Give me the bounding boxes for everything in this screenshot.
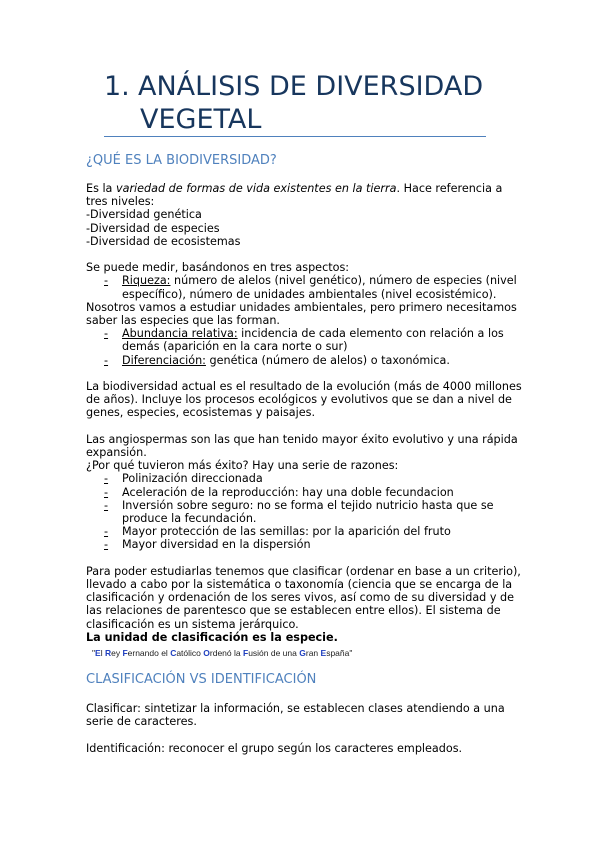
section-heading-biodiversidad: ¿QUÉ ES LA BIODIVERSIDAD? [86,153,277,168]
paragraph-unidad: La unidad de clasificación es la especie. [86,630,338,644]
definition-emphasis: variedad de formas de vida existentes en la tierra [115,182,397,195]
mnemonic-word: Gran [299,648,321,658]
razon-item: - Mayor protección de las semillas: por la aparición del fruto [104,525,451,539]
page-title [104,70,483,136]
razon-item: - Inversión sobre seguro: no se forma el tejido nutricio hasta que se produce la fecundación. [104,498,494,526]
section-heading-clasificacion: CLASIFICACIÓN VS IDENTIFICACIÓN [86,672,317,687]
aspect-abundancia: - Abundancia relativa: incidencia de cada elemento con relación a los demás (aparición en la cara norte o sur) [104,327,504,354]
paragraph-identificacion-def: Identificación: reconocer el grupo según los caracteres empleados. [86,741,463,755]
aspect-riqueza: - Riqueza: número de alelos (nivel genético), número de especies (nivel específico), número de unidades ambientales (nivel ecosistémico). [104,274,517,301]
mnemonic-word: Ordenó la [203,648,243,658]
paragraph-angiospermas: Las angiospermas son las que han tenido mayor éxito evolutivo y una rápida expansión. [86,432,518,460]
paragraph-clasificar-def: Clasificar: sintetizar la información, se establecen clases atendiendo a una serie de caracteres. [86,702,505,729]
mnemonic-word: España [320,648,350,658]
paragraph-definition: Es la variedad de formas de vida existentes en la tierra. Hace referencia a tres niveles: [86,182,503,209]
mnemonic-word: Rey [104,648,123,658]
title-line-1: ANÁLISIS DE DIVERSIDAD [138,71,484,102]
paragraph-evolucion: La biodiversidad actual es el resultado de la evolución (más de 4000 millones de años). Incluye los procesos ecológicos y evolutivos que se dan a nivel de genes, especies, ecosistemas y paisajes. [86,380,522,420]
level-item: -Diversidad de especies [86,221,220,235]
razon-item: - Polinización direccionada [104,472,263,486]
aspect-label: Abundancia relativa: [122,327,238,341]
mnemonic-word: Fernando el [122,648,171,658]
razon-item: - Mayor diversidad en la dispersión [104,538,311,552]
title-number: 1. [104,71,130,102]
paragraph-nosotros: Nosotros vamos a estudiar unidades ambientales, pero primero necesitamos saber las especies que las forman. [86,300,517,328]
aspect-label: Diferenciación: [122,353,206,367]
mnemonic-word: El [95,648,105,658]
razon-item: - Aceleración de la reproducción: hay una doble fecundacion [104,485,454,499]
aspect-label: Riqueza: [122,274,171,288]
paragraph-measure-intro: Se puede medir, basándonos en tres aspectos: [86,261,350,275]
paragraph-por-que: ¿Por qué tuvieron más éxito? Hay una serie de razones: [86,459,399,473]
title-line-2: VEGETAL [140,104,262,135]
mnemonic-image: "El Rey Fernando el Católico Ordenó la Fusión de una Gran España" [92,648,353,658]
level-item: -Diversidad de ecosistemas [86,234,241,248]
paragraph-clasificar: Para poder estudiarlas tenemos que clasificar (ordenar en base a un criterio), llevado a cabo por la sistemática o taxonomía (ciencia que se encarga de la clasificación y ordenación de los seres vivos, así como de su diversidad y de las relaciones de parentesco que se establecen entre ellos). El sistema de clasificación es un sistema jerárquico. [86,564,521,631]
title-rule [104,136,486,137]
section-body-biodiversidad [86,182,526,644]
mnemonic-word: Fusión de una [242,648,300,658]
level-item: -Diversidad genética [86,208,202,222]
section-body-clasificacion [86,702,526,755]
aspect-diferenciacion: - Diferenciación: genética (número de alelos) o taxonómica. [104,353,450,367]
mnemonic-word: Católico [170,648,204,658]
